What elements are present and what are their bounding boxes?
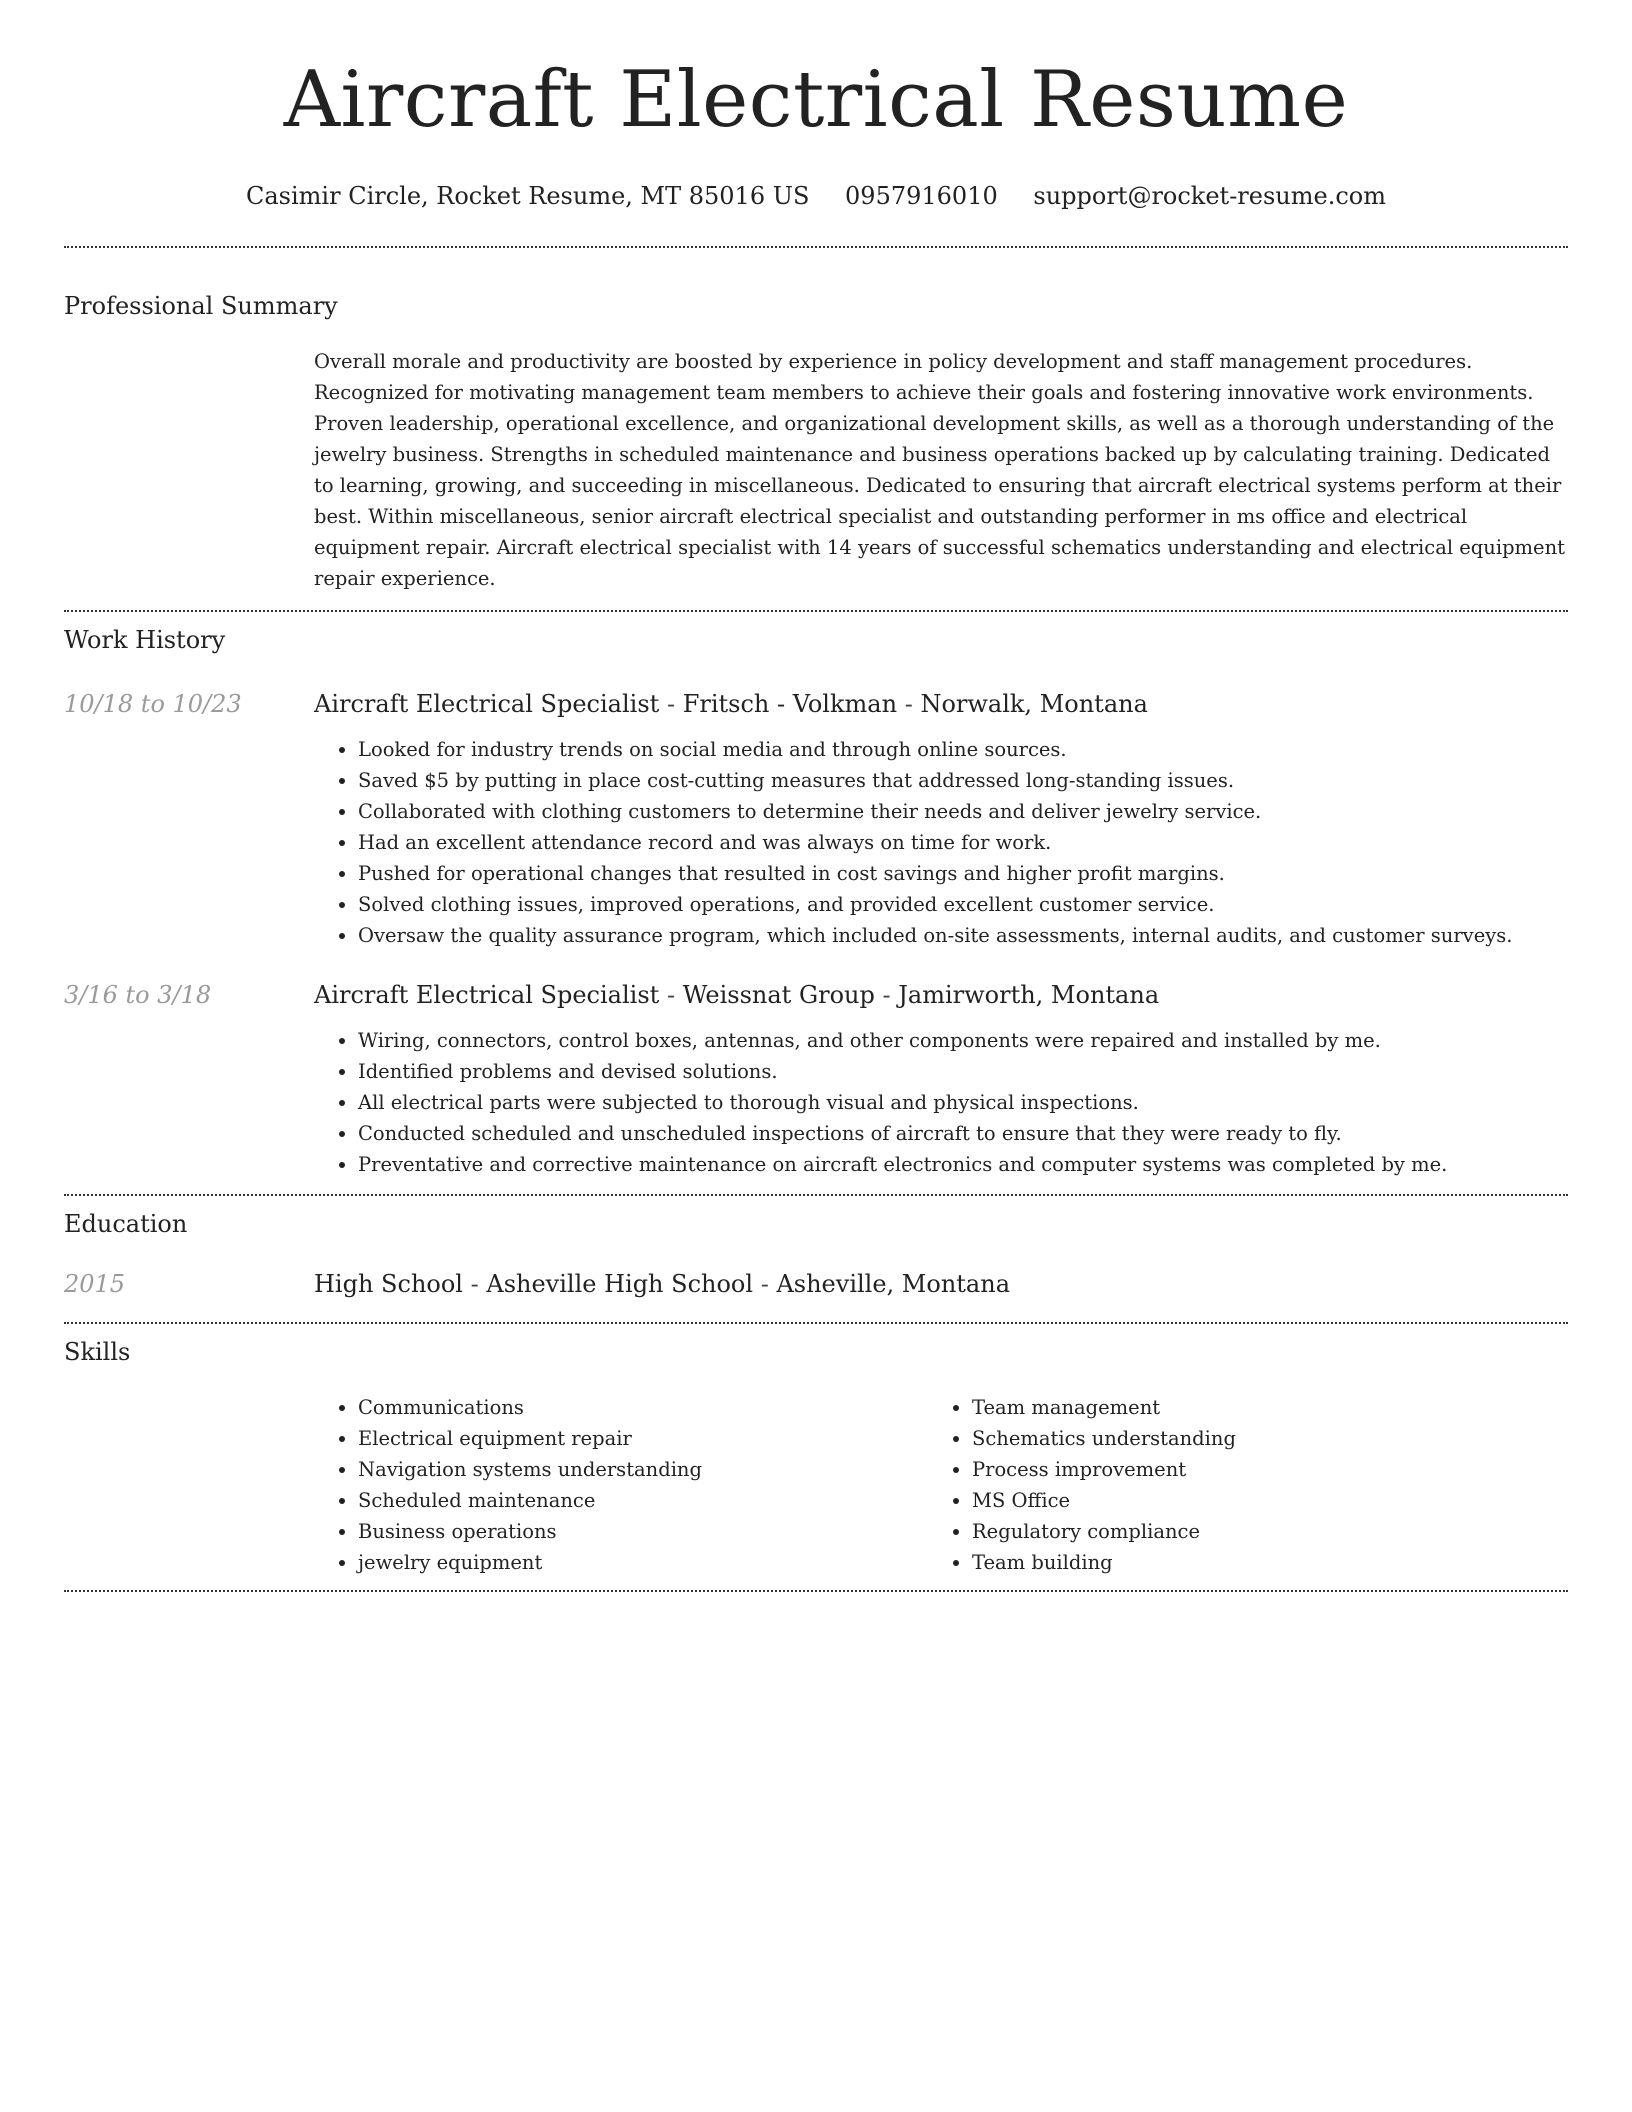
job-heading [314, 688, 1568, 720]
education-entry [64, 1268, 1568, 1300]
skills-heading: Skills [64, 1338, 131, 1366]
skill-item: • Schematics understanding [972, 1423, 1542, 1454]
contact-address: Casimir Circle, Rocket Resume, MT 85016 US [246, 182, 810, 210]
resume-title: Aircraft Electrical Resume [283, 55, 1349, 145]
job-separator: - [666, 690, 683, 718]
job-body [314, 979, 1568, 1180]
education-school: Asheville High School [486, 1270, 754, 1298]
skill-item: • Regulatory compliance [972, 1516, 1542, 1547]
header-divider [64, 246, 1568, 248]
skills-column-right [928, 1392, 1542, 1578]
job-company: Fritsch - Volkman [682, 690, 898, 718]
skill-item: • Team management [972, 1392, 1542, 1423]
job-separator: - [904, 690, 921, 718]
skill-item: • Process improvement [972, 1454, 1542, 1485]
job-bullet: • Pushed for operational changes that resulted in cost savings and higher profit margins. [358, 858, 1568, 889]
job-bullet: • All electrical parts were subjected to thorough visual and physical inspections. [358, 1087, 1568, 1118]
job-bullet: • Solved clothing issues, improved operations, and provided excellent customer service. [358, 889, 1568, 920]
education-body [314, 1268, 1568, 1300]
job-dates: 10/18 to 10/23 [64, 690, 242, 718]
job-entry [64, 688, 1568, 951]
job-location: Norwalk, Montana [920, 690, 1148, 718]
job-bullet: • Oversaw the quality assurance program, which included on-site assessments, internal audits, and customer surveys. [358, 920, 1568, 951]
skill-item: • MS Office [972, 1485, 1542, 1516]
education-heading: Education [64, 1210, 188, 1238]
work-history-heading: Work History [64, 626, 226, 654]
job-dates: 3/16 to 3/18 [64, 981, 212, 1009]
skill-item: • jewelry equipment [358, 1547, 928, 1578]
education-degree: High School [314, 1270, 463, 1298]
job-role: Aircraft Electrical Specialist [314, 981, 660, 1009]
skill-item: • Business operations [358, 1516, 928, 1547]
job-bullet: • Wiring, connectors, control boxes, antennas, and other components were repaired and installed by me. [358, 1025, 1568, 1056]
education-heading-line [314, 1268, 1568, 1300]
job-entry [64, 979, 1568, 1180]
job-location: Jamirworth, Montana [898, 981, 1160, 1009]
job-bullet-list [314, 1025, 1568, 1180]
job-heading [314, 979, 1568, 1011]
skills-divider [64, 1590, 1568, 1592]
job-bullet: • Identified problems and devised solutions. [358, 1056, 1568, 1087]
education-separator: - [470, 1270, 487, 1298]
job-bullet: • Had an excellent attendance record and was always on time for work. [358, 827, 1568, 858]
education-divider [64, 1322, 1568, 1324]
job-body [314, 688, 1568, 951]
summary-heading: Professional Summary [64, 292, 338, 320]
job-bullet: • Saved $5 by putting in place cost-cutting measures that addressed long-standing issues. [358, 765, 1568, 796]
summary-text: Overall morale and productivity are boosted by experience in policy development and staff management procedures. Recognized for motivating management team members to achieve their goals and fostering innovative work environments. Proven leadership, operational excellence, and organizational development skills, as well as a thorough understanding of the jewelry business. Strengths in scheduled maintenance and business operations backed up by calculating training. Dedicated to learning, growing, and succeeding in miscellaneous. Dedicated to ensuring that aircraft electrical systems perform at their best. Within miscellaneous, senior aircraft electrical specialist and outstanding performer in ms office and electrical equipment repair. Aircraft electrical specialist with 14 years of successful schematics understanding and electrical equipment repair experience. [314, 350, 1565, 590]
summary-divider [64, 610, 1568, 612]
job-bullet: • Collaborated with clothing customers to determine their needs and deliver jewelry service. [358, 796, 1568, 827]
job-separator: - [882, 981, 899, 1009]
skill-item: • Communications [358, 1392, 928, 1423]
skill-item: • Scheduled maintenance [358, 1485, 928, 1516]
skill-item: • Navigation systems understanding [358, 1454, 928, 1485]
education-year: 2015 [64, 1270, 126, 1298]
job-role: Aircraft Electrical Specialist [314, 690, 660, 718]
work-divider [64, 1194, 1568, 1196]
skills-column-left [314, 1392, 928, 1578]
job-bullet: • Conducted scheduled and unscheduled inspections of aircraft to ensure that they were ready to fly. [358, 1118, 1568, 1149]
education-location: Asheville, Montana [776, 1270, 1011, 1298]
contact-phone: 0957916010 [845, 182, 998, 210]
contact-email: support@rocket-resume.com [1033, 182, 1386, 210]
education-separator: - [760, 1270, 777, 1298]
skill-item: • Team building [972, 1547, 1542, 1578]
job-bullet-list [314, 734, 1568, 951]
job-bullet: • Preventative and corrective maintenance on aircraft electronics and computer systems was completed by me. [358, 1149, 1568, 1180]
job-bullet: • Looked for industry trends on social media and through online sources. [358, 734, 1568, 765]
skills-grid [314, 1392, 1568, 1578]
job-company: Weissnat Group [682, 981, 875, 1009]
skill-item: • Electrical equipment repair [358, 1423, 928, 1454]
job-separator: - [666, 981, 683, 1009]
contact-line [64, 180, 1568, 212]
